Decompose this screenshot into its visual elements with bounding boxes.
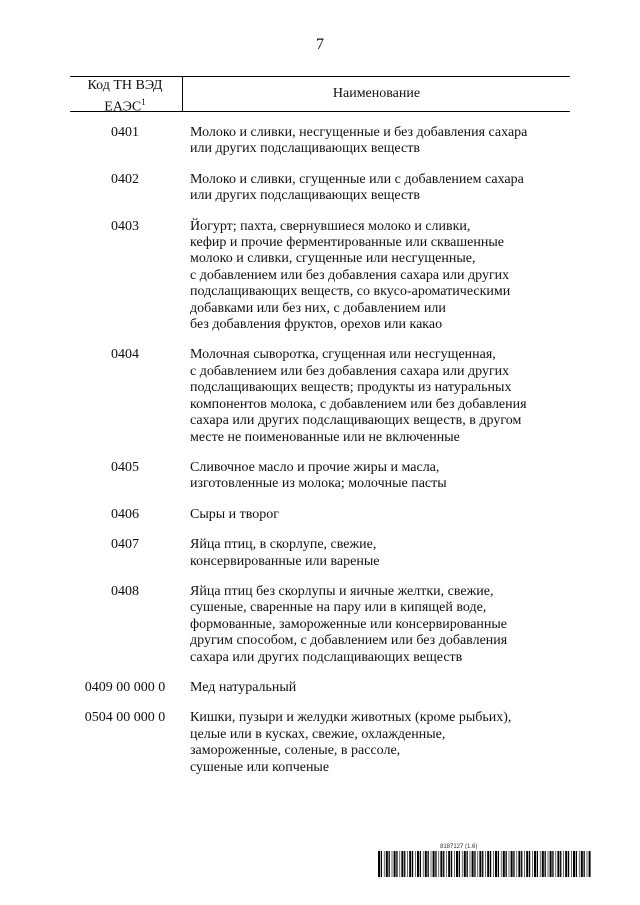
row-code: 0401	[111, 125, 139, 140]
table-row	[70, 584, 570, 666]
row-code: 0405	[111, 459, 139, 475]
table-row	[70, 125, 570, 158]
code-header-line1: Код ТН ВЭД	[87, 78, 163, 93]
table-row	[70, 710, 570, 776]
table-body	[70, 125, 570, 790]
row-code: 0408	[111, 583, 139, 599]
row-name: Яйца птиц без скорлупы и яичные желтки, свежие, сушеные, сваренные на пару или в кипящей воде, формованные, замороженные или консервированные другим способом, с добавлением или без добавления сахара или других подслащивающих веществ	[190, 583, 508, 665]
row-name: Йогурт; пахта, свернувшиеся молоко и сливки, кефир и прочие ферментированные или сквашенные молоко и сливки, сгущенные или несгущенные, с добавлением или без добавления сахара или других подслащивающих веществ, со вкусо-ароматическими добавками или без них, с добавлением или без добавления фруктов, орехов или какао	[190, 218, 511, 333]
footnote-marker: 1	[141, 97, 146, 107]
table-row	[70, 347, 570, 445]
table-row	[70, 680, 570, 696]
name-column-header: Наименование	[332, 86, 421, 101]
row-name: Молоко и сливки, несгущенные и без добавления сахара или других подслащивающих веществ	[190, 125, 528, 157]
document-code: 8187127 (1.6)	[440, 844, 478, 850]
row-code: 0407	[111, 537, 139, 553]
table-row	[70, 537, 570, 570]
table-header	[70, 76, 570, 115]
code-header-line2: ЕАЭС	[104, 99, 142, 115]
row-code: 0404	[111, 347, 139, 363]
row-code: 0504 00 000 0	[84, 710, 166, 726]
page-number: 7	[316, 36, 324, 53]
row-name: Кишки, пузыри и желудки животных (кроме рыбьих), целые или в кусках, свежие, охлажденные, замороженные, соленые, в рассоле, сушеные или копченые	[190, 710, 512, 775]
row-code: 0406	[111, 506, 139, 522]
row-name: Сыры и творог	[190, 506, 280, 522]
row-name: Молоко и сливки, сгущенные или с добавлением сахара или других подслащивающих веществ	[190, 171, 524, 204]
barcode-icon	[378, 851, 591, 877]
table-row	[70, 460, 570, 493]
row-code: 0409 00 000 0	[84, 679, 166, 695]
row-code: 0403	[111, 218, 139, 234]
row-name: Яйца птиц, в скорлупе, свежие, консервированные или вареные	[190, 537, 380, 569]
table-row	[70, 507, 570, 523]
row-name: Молочная сыворотка, сгущенная или несгущенная, с добавлением или без добавления сахара или других подслащивающих веществ; продукты из натуральных компонентов молока, с добавлением или без добавления сахара или других подслащивающих веществ, в другом месте не поименованные или не включенные	[190, 347, 527, 445]
table-row	[70, 172, 570, 205]
row-name: Мед натуральный	[190, 679, 297, 695]
code-column-header	[70, 78, 180, 116]
row-name: Сливочное масло и прочие жиры и масла, изготовленные из молока; молочные пасты	[190, 459, 447, 492]
table-row	[70, 219, 570, 334]
row-code: 0402	[111, 171, 139, 187]
